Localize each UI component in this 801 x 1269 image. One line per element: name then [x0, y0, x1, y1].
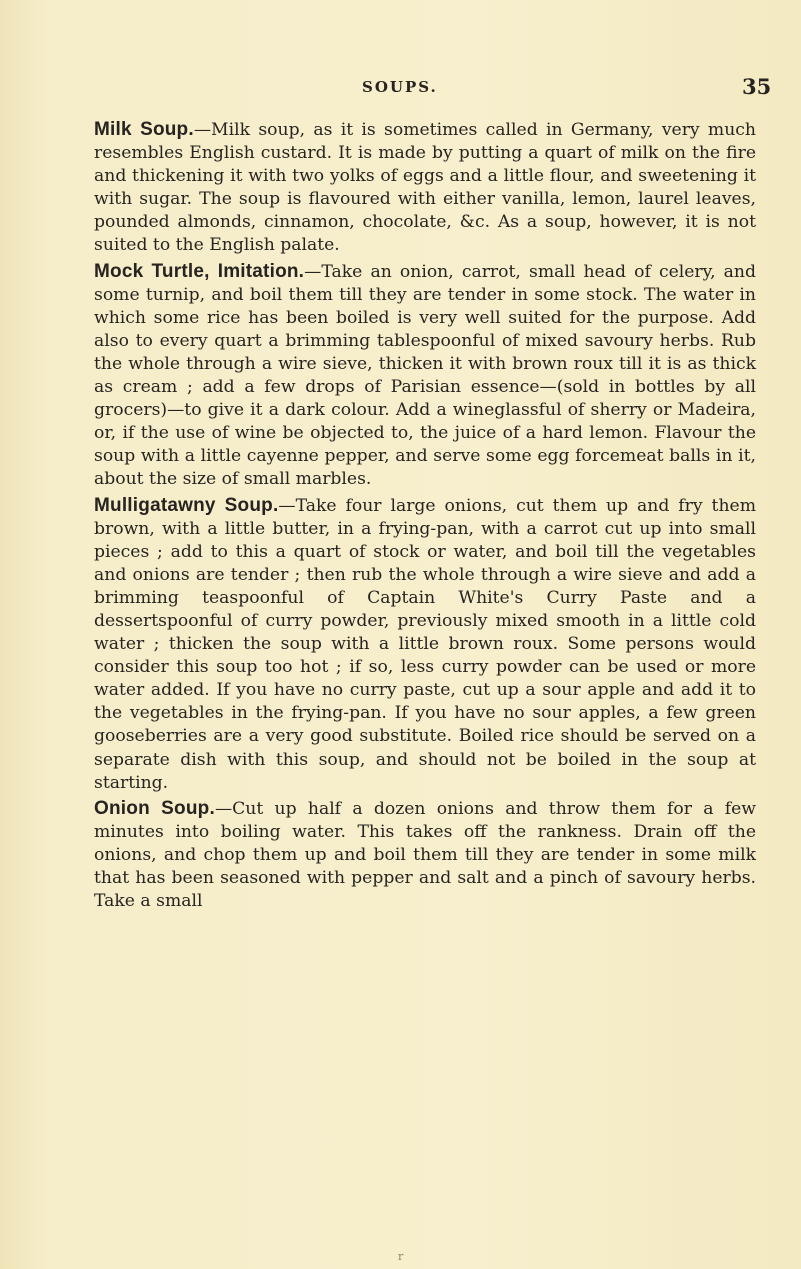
- page-body: [94, 118, 756, 913]
- recipe-heading: Milk Soup.: [94, 119, 194, 140]
- recipe-heading: Onion Soup.: [94, 797, 215, 819]
- recipe-heading: Mock Turtle, Imitation.: [94, 260, 305, 282]
- page-number: 35: [742, 74, 772, 99]
- recipe-mulligatawny-soup: [94, 494, 756, 795]
- recipe-text: —Milk soup, as it is sometimes called in Germany, very much resembles English custard. It is made by putting a quart of milk on the fire and thickening it with two yolks of eggs and a little flour, and sweetening it with sugar. The soup is flavoured with either vanilla, lemon, laurel leaves, pounded almonds, cinnamon, chocolate, &c. As a soup, however, it is not suited to the English palate.: [94, 120, 756, 256]
- page-header: [0, 74, 801, 104]
- recipe-text: —Cut up half a dozen onions and throw them for a few minutes into boiling water. This takes off the rankness. Drain off the onions, and chop them up and boil them till they are tender in some milk that has been seasoned with pepper and salt and a pinch of savoury herbs. Take a small: [94, 798, 756, 912]
- footer-mark: r: [398, 1250, 404, 1263]
- recipe-heading: Mulligatawny Soup.: [94, 494, 279, 516]
- recipe-onion-soup: [94, 797, 756, 913]
- running-head: SOUPS.: [362, 78, 438, 96]
- recipe-text: —Take an onion, carrot, small head of celery, and some turnip, and boil them till they are tender in some stock. The water in which some rice has been boiled is very well suited for the purpose. Add also to every quart a brimming tablespoonful of mixed savoury herbs. Rub the whole through a wire sieve, thicken it with brown roux till it is as thick as cream ; add a few drops of Parisian essence—(sold in bottles by all grocers)—to give it a dark colour. Add a wineglassful of sherry or Madeira, or, if the use of wine be objected to, the juice of a hard lemon. Flavour the soup with a little cayenne pepper, and serve some egg forcemeat balls in it, about the size of small marbles.: [94, 261, 756, 490]
- recipe-milk-soup: [94, 118, 756, 258]
- recipe-mock-turtle: [94, 260, 756, 492]
- recipe-text: —Take four large onions, cut them up and fry them brown, with a little butter, in a frying-pan, with a carrot cut up into small pieces ; add to this a quart of stock or water, and boil till the vegetables and onions are tender ; then rub the whole through a wire sieve and add a brimming teaspoonful of Captain White's Curry Paste and a dessertspoonful of curry powder, previously mixed smooth in a little cold water ; thicken the soup with a little brown roux. Some persons would consider this soup too hot ; if so, less curry powder can be used or more water added. If you have no curry paste, cut up a sour apple and add it to the vegetables in the frying-pan. If you have no sour apples, a few green gooseberries are a very good substitute. Boiled rice should be served on a separate dish with this soup, and should not be boiled in the soup at starting.: [94, 495, 756, 793]
